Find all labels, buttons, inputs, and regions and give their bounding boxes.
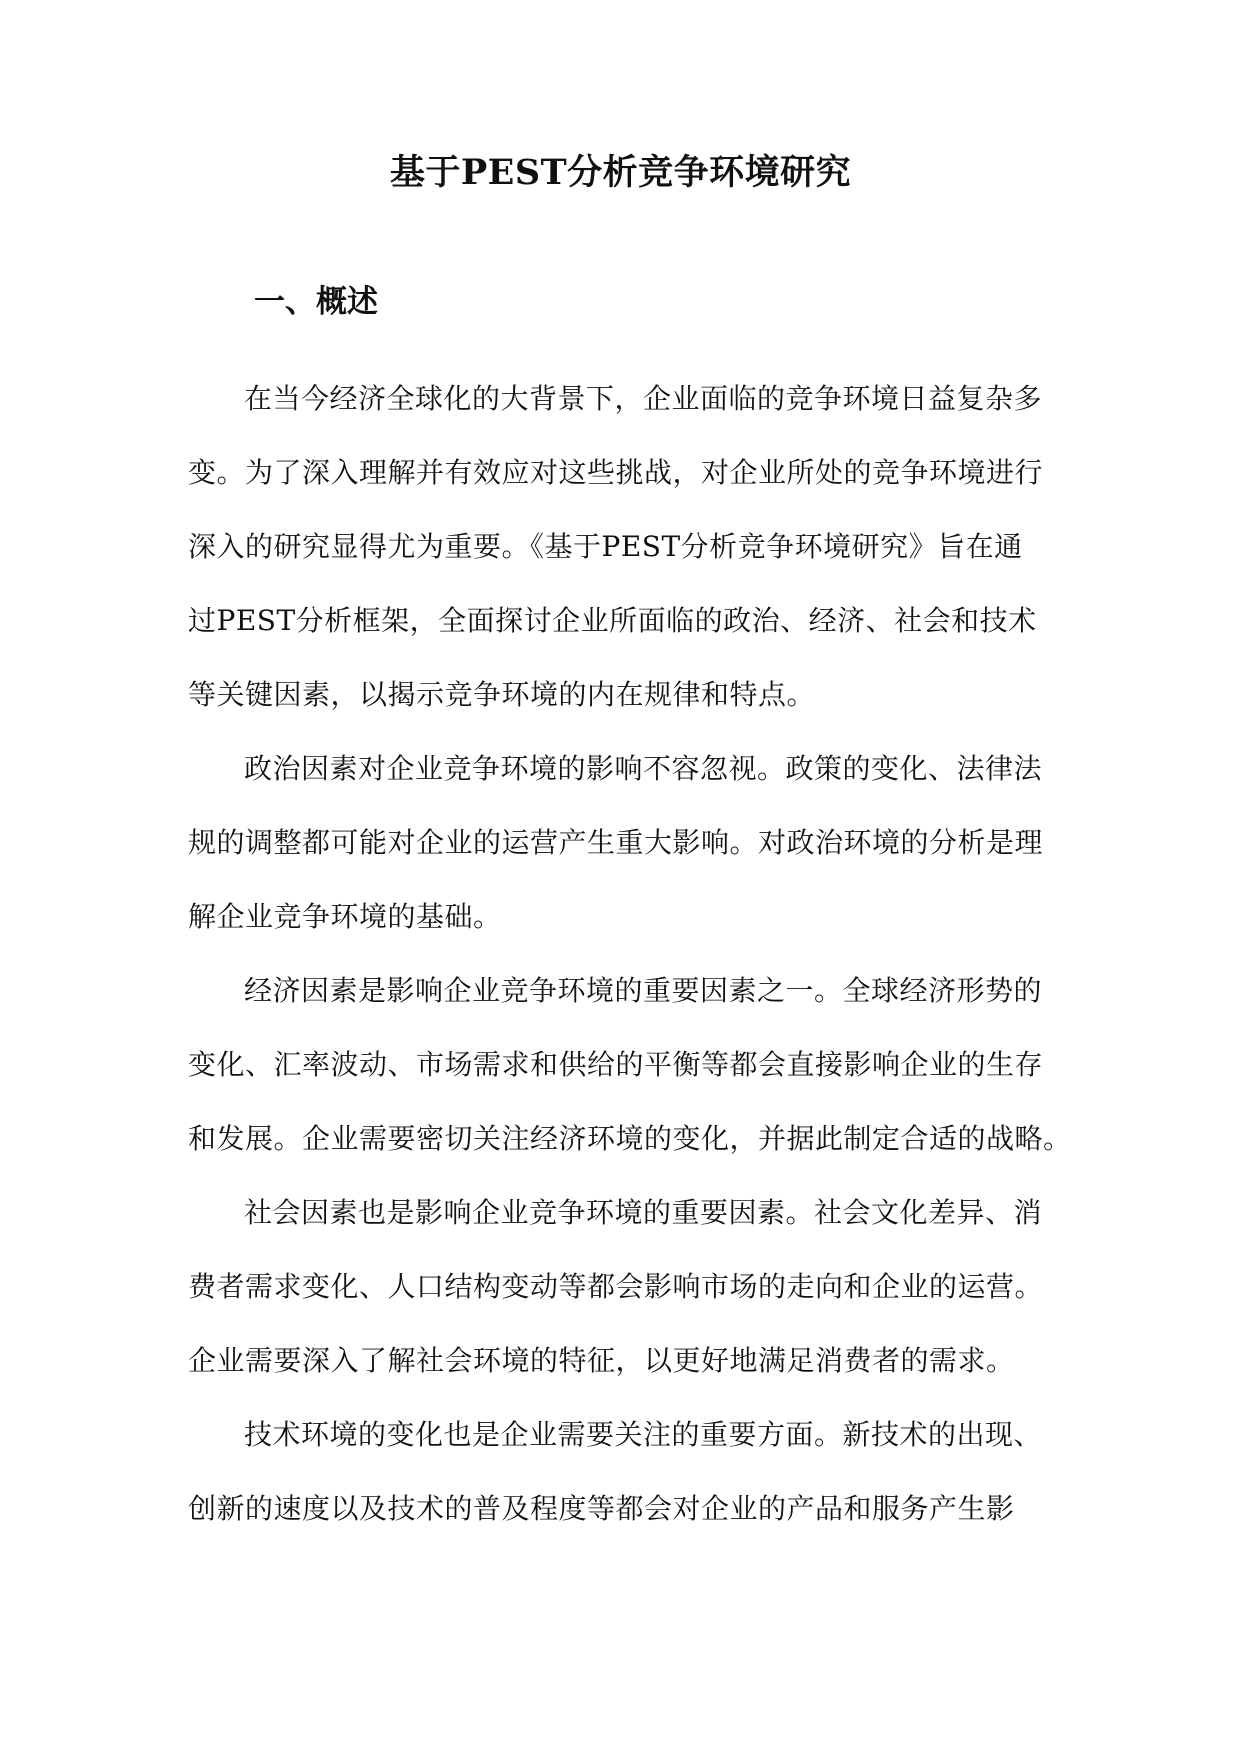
- document-title: 基于PEST分析竞争环境研究: [389, 152, 852, 193]
- text-line: 在当今经济全球化的大背景下，企业面临的竞争环境日益复杂多: [244, 382, 1043, 415]
- paragraph: [188, 362, 1068, 732]
- body-text: [188, 362, 1072, 1546]
- text-line: 经济因素是影响企业竞争环境的重要因素之一。全球经济形势的: [244, 974, 1043, 1007]
- paragraph: [188, 1176, 1068, 1398]
- paragraph: [188, 1398, 1068, 1546]
- text-line: 等关键因素，以揭示竞争环境的内在规律和特点。: [188, 678, 816, 711]
- text-line: 深入的研究显得尤为重要。《基于PEST分析竞争环境研究》旨在通: [188, 530, 1023, 563]
- text-line: 费者需求变化、人口结构变动等都会影响市场的走向和企业的运营。: [188, 1270, 1044, 1303]
- text-line: 社会因素也是影响企业竞争环境的重要因素。社会文化差异、消: [244, 1196, 1043, 1229]
- text-line: 和发展。企业需要密切关注经济环境的变化，并据此制定合适的战略。: [188, 1122, 1072, 1155]
- text-line: 规的调整都可能对企业的运营产生重大影响。对政治环境的分析是理: [188, 826, 1044, 859]
- text-line: 技术环境的变化也是企业需要关注的重要方面。新技术的出现、: [244, 1418, 1043, 1451]
- text-line: 创新的速度以及技术的普及程度等都会对企业的产品和服务产生影: [188, 1492, 1015, 1525]
- text-line: 解企业竞争环境的基础。: [188, 900, 502, 933]
- text-line: 过PEST分析框架，全面探讨企业所面临的政治、经济、社会和技术: [188, 604, 1037, 637]
- text-line: 政治因素对企业竞争环境的影响不容忽视。政策的变化、法律法: [244, 752, 1043, 785]
- paragraph: [188, 732, 1068, 954]
- paragraph: [188, 954, 1072, 1176]
- text-line: 企业需要深入了解社会环境的特征，以更好地满足消费者的需求。: [188, 1344, 1015, 1377]
- section-heading: 一、概述: [254, 284, 378, 320]
- text-line: 变化、汇率波动、市场需求和供给的平衡等都会直接影响企业的生存: [188, 1048, 1044, 1081]
- text-line: 变。为了深入理解并有效应对这些挑战，对企业所处的竞争环境进行: [188, 456, 1044, 489]
